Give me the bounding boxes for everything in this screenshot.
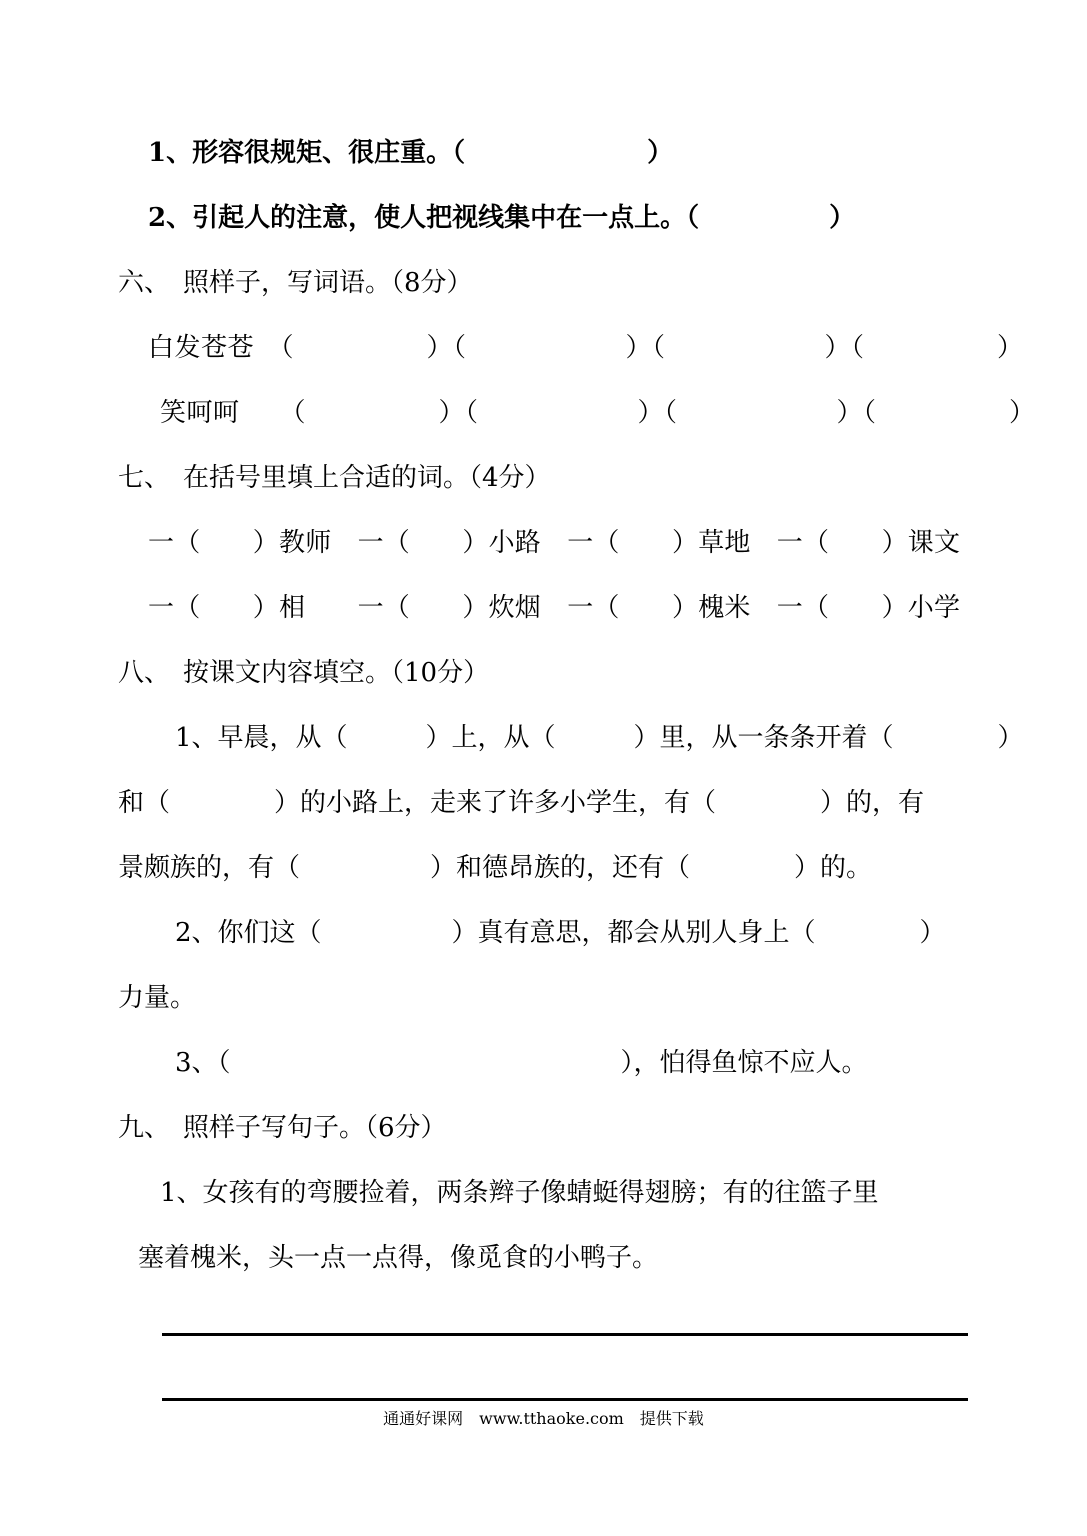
section7-heading: 七、 在括号里填上合适的词。（4分）: [118, 463, 551, 493]
s8-line-6: 3、（ ），怕得鱼惊不应人。: [175, 1048, 868, 1078]
s7-row-1: 一（ ）教师 一（ ）小路 一（ ）草地 一（ ）课文: [148, 528, 961, 558]
section9-heading: 九、 照样子写句子。（6分）: [118, 1113, 447, 1143]
answer-line-1: [162, 1333, 968, 1336]
s5-item-1: 1、形容很规矩、很庄重。（ ）: [148, 138, 674, 168]
s9-line-1: 1、女孩有的弯腰捡着，两条辫子像蜻蜓得翅膀；有的往篮子里: [160, 1178, 879, 1208]
section6-heading: 六、 照样子，写词语。（8分）: [118, 268, 473, 298]
s5-item-2: 2、引起人的注意，使人把视线集中在一点上。（ ）: [148, 203, 856, 233]
s6-row-1: 白发苍苍 （ ）（ ）（ ）（ ）: [148, 333, 1024, 363]
s7-row-2: 一（ ）相 一（ ）炊烟 一（ ）槐米 一（ ）小学: [148, 593, 961, 623]
answer-line-2: [162, 1398, 968, 1401]
footer-text: 通通好课网 www.tthaoke.com 提供下载: [383, 1409, 704, 1428]
s9-line-2: 塞着槐米，头一点一点得，像觅食的小鸭子。: [138, 1243, 659, 1273]
s8-line-5: 力量。: [118, 983, 197, 1013]
s8-line-3: 景颇族的，有（ ）和德昂族的，还有（ ）的。: [118, 853, 873, 883]
s6-row-2: 笑呵呵 （ ）（ ）（ ）（ ）: [160, 398, 1036, 428]
s8-line-1: 1、早晨，从（ ）上，从（ ）里，从一条条开着（ ）: [175, 723, 1024, 753]
section8-heading: 八、 按课文内容填空。（10分）: [118, 658, 490, 688]
s8-line-2: 和（ ）的小路上，走来了许多小学生，有（ ）的，有: [118, 788, 925, 818]
s8-line-4: 2、你们这（ ）真有意思，都会从别人身上（ ）: [175, 918, 946, 948]
